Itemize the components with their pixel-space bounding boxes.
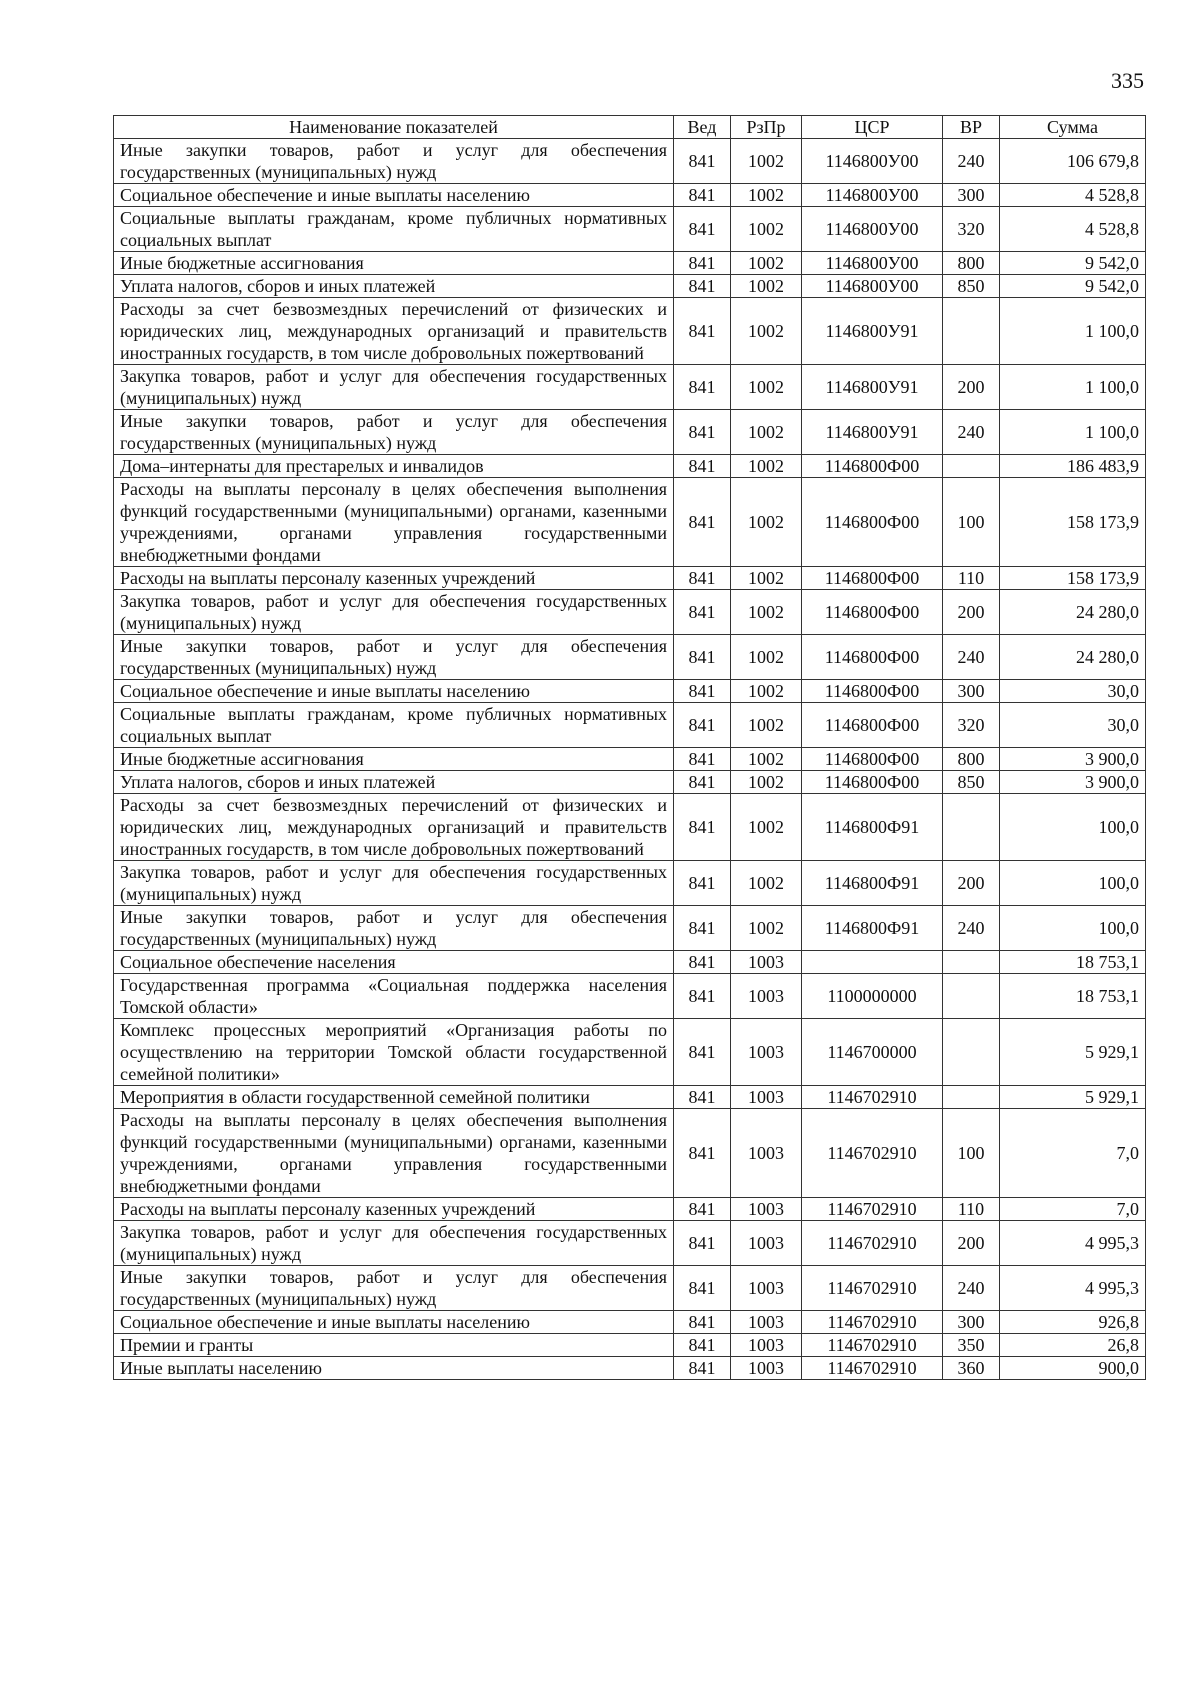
cell-csr: 1146800Ф91 — [802, 906, 943, 951]
cell-rzpr: 1002 — [731, 455, 802, 478]
table-row — [114, 1311, 1146, 1334]
cell-rzpr: 1003 — [731, 1109, 802, 1198]
cell-name: Уплата налогов, сборов и иных платежей — [114, 275, 674, 298]
header-vr: ВР — [943, 116, 1000, 139]
cell-name: Социальные выплаты гражданам, кроме публичных нормативных социальных выплат — [114, 207, 674, 252]
cell-csr: 1146800Ф91 — [802, 794, 943, 861]
cell-name: Закупка товаров, работ и услуг для обеспечения государственных (муниципальных) нужд — [114, 590, 674, 635]
cell-csr: 1146702910 — [802, 1198, 943, 1221]
cell-rzpr: 1003 — [731, 1221, 802, 1266]
cell-csr: 1146800Ф00 — [802, 680, 943, 703]
cell-name: Социальное обеспечение населения — [114, 951, 674, 974]
cell-ved: 841 — [674, 207, 731, 252]
cell-sum: 158 173,9 — [1000, 567, 1146, 590]
cell-name: Иные выплаты населению — [114, 1357, 674, 1380]
cell-ved: 841 — [674, 635, 731, 680]
cell-vr: 320 — [943, 703, 1000, 748]
cell-sum: 186 483,9 — [1000, 455, 1146, 478]
table-row — [114, 635, 1146, 680]
cell-rzpr: 1002 — [731, 184, 802, 207]
cell-ved: 841 — [674, 1198, 731, 1221]
cell-ved: 841 — [674, 478, 731, 567]
cell-rzpr: 1002 — [731, 275, 802, 298]
cell-name: Социальные выплаты гражданам, кроме публичных нормативных социальных выплат — [114, 703, 674, 748]
cell-ved: 841 — [674, 410, 731, 455]
cell-name: Иные закупки товаров, работ и услуг для обеспечения государственных (муниципальных) нужд — [114, 1266, 674, 1311]
cell-sum: 7,0 — [1000, 1198, 1146, 1221]
cell-vr: 200 — [943, 365, 1000, 410]
cell-sum: 900,0 — [1000, 1357, 1146, 1380]
cell-name: Закупка товаров, работ и услуг для обеспечения государственных (муниципальных) нужд — [114, 861, 674, 906]
cell-vr: 240 — [943, 906, 1000, 951]
cell-name: Расходы за счет безвозмездных перечислений от физических и юридических лиц, международных организаций и правительств иностранных государств, в том числе добровольных пожертвований — [114, 298, 674, 365]
table-row — [114, 974, 1146, 1019]
table-row — [114, 275, 1146, 298]
cell-csr: 1146800Ф00 — [802, 478, 943, 567]
cell-name: Иные закупки товаров, работ и услуг для обеспечения государственных (муниципальных) нужд — [114, 906, 674, 951]
cell-ved: 841 — [674, 139, 731, 184]
cell-name: Уплата налогов, сборов и иных платежей — [114, 771, 674, 794]
cell-vr — [943, 1019, 1000, 1086]
cell-sum: 9 542,0 — [1000, 252, 1146, 275]
table-row — [114, 478, 1146, 567]
cell-csr: 1146800У91 — [802, 410, 943, 455]
table-row — [114, 567, 1146, 590]
cell-ved: 841 — [674, 1019, 731, 1086]
cell-sum: 926,8 — [1000, 1311, 1146, 1334]
cell-rzpr: 1003 — [731, 1086, 802, 1109]
cell-rzpr: 1003 — [731, 1357, 802, 1380]
header-ved: Вед — [674, 116, 731, 139]
cell-ved: 841 — [674, 703, 731, 748]
table-row — [114, 139, 1146, 184]
cell-rzpr: 1002 — [731, 906, 802, 951]
cell-csr: 1146800У91 — [802, 298, 943, 365]
table-row — [114, 748, 1146, 771]
cell-vr: 240 — [943, 1266, 1000, 1311]
cell-ved: 841 — [674, 1086, 731, 1109]
cell-vr: 240 — [943, 410, 1000, 455]
cell-vr: 240 — [943, 635, 1000, 680]
cell-ved: 841 — [674, 298, 731, 365]
cell-vr: 800 — [943, 748, 1000, 771]
cell-vr — [943, 1086, 1000, 1109]
cell-ved: 841 — [674, 1109, 731, 1198]
cell-rzpr: 1002 — [731, 703, 802, 748]
table-row — [114, 1086, 1146, 1109]
table-row — [114, 455, 1146, 478]
cell-csr: 1146702910 — [802, 1221, 943, 1266]
cell-csr: 1146800Ф00 — [802, 635, 943, 680]
cell-csr: 1146800У00 — [802, 207, 943, 252]
cell-sum: 4 995,3 — [1000, 1221, 1146, 1266]
cell-sum: 1 100,0 — [1000, 410, 1146, 455]
table-row — [114, 703, 1146, 748]
cell-sum: 4 995,3 — [1000, 1266, 1146, 1311]
cell-vr: 360 — [943, 1357, 1000, 1380]
cell-name: Иные закупки товаров, работ и услуг для обеспечения государственных (муниципальных) нужд — [114, 139, 674, 184]
table-row — [114, 184, 1146, 207]
cell-sum: 4 528,8 — [1000, 184, 1146, 207]
cell-csr: 1146700000 — [802, 1019, 943, 1086]
cell-vr: 100 — [943, 478, 1000, 567]
cell-rzpr: 1002 — [731, 207, 802, 252]
cell-vr: 110 — [943, 567, 1000, 590]
table-row — [114, 590, 1146, 635]
cell-sum: 30,0 — [1000, 703, 1146, 748]
cell-rzpr: 1002 — [731, 252, 802, 275]
table-row — [114, 410, 1146, 455]
cell-rzpr: 1002 — [731, 861, 802, 906]
table-row — [114, 906, 1146, 951]
cell-vr: 800 — [943, 252, 1000, 275]
table-row — [114, 252, 1146, 275]
cell-name: Закупка товаров, работ и услуг для обеспечения государственных (муниципальных) нужд — [114, 365, 674, 410]
cell-vr: 240 — [943, 139, 1000, 184]
cell-rzpr: 1002 — [731, 410, 802, 455]
cell-vr — [943, 794, 1000, 861]
cell-csr: 1146702910 — [802, 1334, 943, 1357]
cell-rzpr: 1003 — [731, 974, 802, 1019]
cell-name: Дома–интернаты для престарелых и инвалидов — [114, 455, 674, 478]
cell-vr — [943, 974, 1000, 1019]
cell-sum: 1 100,0 — [1000, 365, 1146, 410]
cell-sum: 18 753,1 — [1000, 974, 1146, 1019]
cell-sum: 158 173,9 — [1000, 478, 1146, 567]
cell-name: Закупка товаров, работ и услуг для обеспечения государственных (муниципальных) нужд — [114, 1221, 674, 1266]
cell-sum: 24 280,0 — [1000, 590, 1146, 635]
table-body — [114, 139, 1146, 1380]
cell-vr: 300 — [943, 680, 1000, 703]
cell-vr: 850 — [943, 771, 1000, 794]
cell-rzpr: 1002 — [731, 748, 802, 771]
cell-ved: 841 — [674, 771, 731, 794]
header-csr: ЦСР — [802, 116, 943, 139]
cell-csr: 1146702910 — [802, 1266, 943, 1311]
cell-rzpr: 1002 — [731, 478, 802, 567]
cell-ved: 841 — [674, 906, 731, 951]
cell-sum: 5 929,1 — [1000, 1086, 1146, 1109]
header-name: Наименование показателей — [114, 116, 674, 139]
cell-rzpr: 1002 — [731, 365, 802, 410]
table-row — [114, 207, 1146, 252]
cell-sum: 3 900,0 — [1000, 771, 1146, 794]
table-row — [114, 794, 1146, 861]
cell-csr: 1146800Ф00 — [802, 590, 943, 635]
cell-sum: 1 100,0 — [1000, 298, 1146, 365]
cell-csr: 1146800Ф00 — [802, 748, 943, 771]
cell-name: Социальное обеспечение и иные выплаты населению — [114, 1311, 674, 1334]
table-row — [114, 1221, 1146, 1266]
cell-sum: 100,0 — [1000, 906, 1146, 951]
cell-vr: 200 — [943, 861, 1000, 906]
cell-ved: 841 — [674, 1357, 731, 1380]
table-row — [114, 680, 1146, 703]
cell-rzpr: 1003 — [731, 1311, 802, 1334]
cell-name: Комплекс процессных мероприятий «Организация работы по осуществлению на территории Томской области государственной семейной политики» — [114, 1019, 674, 1086]
table-row — [114, 1357, 1146, 1380]
cell-rzpr: 1003 — [731, 1266, 802, 1311]
cell-rzpr: 1003 — [731, 1019, 802, 1086]
page-number: 335 — [1111, 68, 1144, 93]
budget-table — [113, 115, 1146, 1380]
cell-vr — [943, 455, 1000, 478]
cell-csr: 1146800Ф00 — [802, 703, 943, 748]
cell-sum: 5 929,1 — [1000, 1019, 1146, 1086]
cell-ved: 841 — [674, 974, 731, 1019]
cell-name: Расходы за счет безвозмездных перечислений от физических и юридических лиц, международных организаций и правительств иностранных государств, в том числе добровольных пожертвований — [114, 794, 674, 861]
cell-rzpr: 1002 — [731, 794, 802, 861]
cell-name: Расходы на выплаты персоналу в целях обеспечения выполнения функций государственными (муниципальными) органами, казенными учреждениями, органами управления государственными внебюджетными фондами — [114, 1109, 674, 1198]
cell-ved: 841 — [674, 680, 731, 703]
cell-ved: 841 — [674, 252, 731, 275]
cell-sum: 3 900,0 — [1000, 748, 1146, 771]
cell-name: Социальное обеспечение и иные выплаты населению — [114, 184, 674, 207]
cell-ved: 841 — [674, 567, 731, 590]
cell-csr — [802, 951, 943, 974]
table-row — [114, 861, 1146, 906]
cell-sum: 18 753,1 — [1000, 951, 1146, 974]
cell-ved: 841 — [674, 794, 731, 861]
cell-rzpr: 1002 — [731, 139, 802, 184]
cell-csr: 1146800Ф91 — [802, 861, 943, 906]
cell-name: Иные бюджетные ассигнования — [114, 252, 674, 275]
cell-rzpr: 1003 — [731, 951, 802, 974]
header-rzpr: РзПр — [731, 116, 802, 139]
cell-ved: 841 — [674, 455, 731, 478]
cell-sum: 7,0 — [1000, 1109, 1146, 1198]
cell-name: Иные закупки товаров, работ и услуг для обеспечения государственных (муниципальных) нужд — [114, 410, 674, 455]
cell-csr: 1146702910 — [802, 1109, 943, 1198]
cell-ved: 841 — [674, 951, 731, 974]
cell-rzpr: 1003 — [731, 1334, 802, 1357]
cell-csr: 1146702910 — [802, 1357, 943, 1380]
cell-name: Мероприятия в области государственной семейной политики — [114, 1086, 674, 1109]
cell-name: Расходы на выплаты персоналу казенных учреждений — [114, 1198, 674, 1221]
cell-name: Иные бюджетные ассигнования — [114, 748, 674, 771]
cell-csr: 1146800У00 — [802, 275, 943, 298]
cell-sum: 4 528,8 — [1000, 207, 1146, 252]
cell-ved: 841 — [674, 184, 731, 207]
cell-vr — [943, 298, 1000, 365]
cell-vr: 850 — [943, 275, 1000, 298]
cell-csr: 1146702910 — [802, 1311, 943, 1334]
cell-csr: 1146800У00 — [802, 252, 943, 275]
cell-csr: 1146800Ф00 — [802, 567, 943, 590]
cell-ved: 841 — [674, 1221, 731, 1266]
table-row — [114, 1334, 1146, 1357]
table-row — [114, 1266, 1146, 1311]
cell-ved: 841 — [674, 1311, 731, 1334]
cell-name: Расходы на выплаты персоналу казенных учреждений — [114, 567, 674, 590]
cell-csr: 1100000000 — [802, 974, 943, 1019]
cell-csr: 1146800У00 — [802, 184, 943, 207]
cell-rzpr: 1002 — [731, 771, 802, 794]
cell-sum: 100,0 — [1000, 794, 1146, 861]
table-row — [114, 1019, 1146, 1086]
cell-ved: 841 — [674, 1334, 731, 1357]
cell-csr: 1146702910 — [802, 1086, 943, 1109]
cell-vr — [943, 951, 1000, 974]
cell-rzpr: 1002 — [731, 680, 802, 703]
cell-vr: 200 — [943, 590, 1000, 635]
cell-sum: 106 679,8 — [1000, 139, 1146, 184]
cell-csr: 1146800Ф00 — [802, 455, 943, 478]
cell-name: Социальное обеспечение и иные выплаты населению — [114, 680, 674, 703]
cell-rzpr: 1002 — [731, 298, 802, 365]
cell-vr: 200 — [943, 1221, 1000, 1266]
cell-sum: 26,8 — [1000, 1334, 1146, 1357]
cell-sum: 9 542,0 — [1000, 275, 1146, 298]
cell-name: Иные закупки товаров, работ и услуг для обеспечения государственных (муниципальных) нужд — [114, 635, 674, 680]
cell-vr: 350 — [943, 1334, 1000, 1357]
cell-name: Расходы на выплаты персоналу в целях обеспечения выполнения функций государственными (муниципальными) органами, казенными учреждениями, органами управления государственными внебюджетными фондами — [114, 478, 674, 567]
cell-rzpr: 1003 — [731, 1198, 802, 1221]
table-header — [114, 116, 1146, 139]
cell-vr: 300 — [943, 184, 1000, 207]
header-sum: Сумма — [1000, 116, 1146, 139]
cell-vr: 320 — [943, 207, 1000, 252]
cell-ved: 841 — [674, 365, 731, 410]
cell-ved: 841 — [674, 861, 731, 906]
cell-vr: 100 — [943, 1109, 1000, 1198]
cell-csr: 1146800У00 — [802, 139, 943, 184]
header-row — [114, 116, 1146, 139]
cell-sum: 100,0 — [1000, 861, 1146, 906]
table-row — [114, 365, 1146, 410]
cell-ved: 841 — [674, 748, 731, 771]
cell-vr: 110 — [943, 1198, 1000, 1221]
cell-name: Премии и гранты — [114, 1334, 674, 1357]
table-row — [114, 771, 1146, 794]
cell-ved: 841 — [674, 1266, 731, 1311]
cell-csr: 1146800У91 — [802, 365, 943, 410]
cell-rzpr: 1002 — [731, 567, 802, 590]
table-row — [114, 298, 1146, 365]
cell-rzpr: 1002 — [731, 590, 802, 635]
table-row — [114, 1109, 1146, 1198]
cell-vr: 300 — [943, 1311, 1000, 1334]
table-row — [114, 951, 1146, 974]
cell-name: Государственная программа «Социальная поддержка населения Томской области» — [114, 974, 674, 1019]
cell-ved: 841 — [674, 275, 731, 298]
cell-sum: 30,0 — [1000, 680, 1146, 703]
cell-ved: 841 — [674, 590, 731, 635]
cell-csr: 1146800Ф00 — [802, 771, 943, 794]
cell-sum: 24 280,0 — [1000, 635, 1146, 680]
table-row — [114, 1198, 1146, 1221]
cell-rzpr: 1002 — [731, 635, 802, 680]
